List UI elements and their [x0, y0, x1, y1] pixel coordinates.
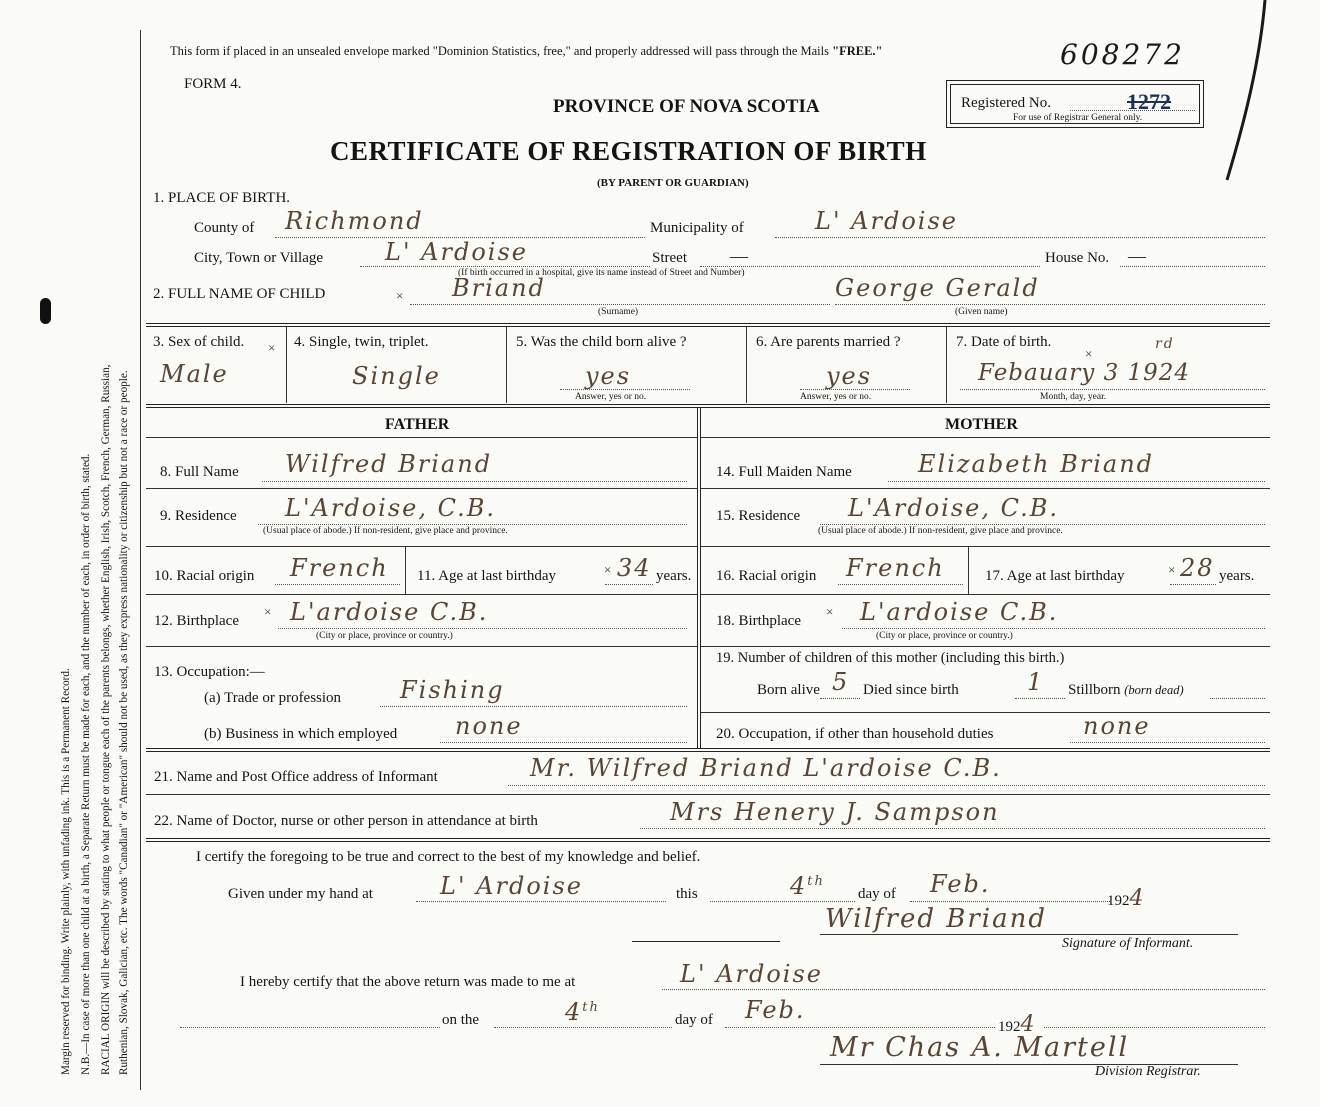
doctor-label: 22. Name of Doctor, nurse or other person in attendance at birth [154, 813, 538, 829]
father-heading: FATHER [385, 416, 450, 433]
section-divider [146, 838, 1270, 842]
form-number: FORM 4. [184, 76, 242, 92]
registrar-certification: I hereby certify that the above return was made to me at [240, 974, 576, 990]
child-name-label: 2. FULL NAME OF CHILD [153, 286, 326, 302]
place-of-birth-heading: 1. PLACE OF BIRTH. [153, 190, 291, 206]
given-year-value: 1924 [1107, 886, 1144, 911]
margin-rule [140, 30, 141, 1090]
punch-hole [40, 298, 51, 324]
father-business-label: (b) Business in which employed [204, 726, 398, 742]
mother-age-value: 28 [1180, 554, 1215, 582]
city-label: City, Town or Village [194, 250, 324, 266]
plurality-label: 4. Single, twin, triplet. [294, 334, 429, 350]
father-mother-divider [697, 408, 701, 748]
registrar-signature-label: Division Registrar. [1095, 1064, 1201, 1079]
child-surname: Briand [452, 274, 546, 302]
father-occupation-label: 13. Occupation:— [154, 664, 265, 680]
plurality-value: Single [352, 362, 441, 390]
mother-race-label: 16. Racial origin [716, 568, 817, 584]
registrar-day-of-label: day of [675, 1012, 713, 1028]
given-at-place: L' Ardoise [440, 872, 583, 900]
parents-married-value: yes [826, 362, 873, 390]
father-name-value: Wilfred Briand [285, 450, 493, 478]
mother-birthplace-label: 18. Birthplace [716, 613, 801, 629]
registered-number-box [946, 80, 1204, 128]
mother-occupation-value: none [1083, 712, 1151, 740]
registrar-on-the-label: on the [442, 1012, 480, 1028]
father-age-label: 11. Age at last birthday [417, 568, 556, 584]
mother-name-value: Elizabeth Briand [918, 450, 1155, 478]
informant-signature: Wilfred Briand [825, 904, 1047, 934]
children-count-label: 19. Number of children of this mother (including this birth.) [716, 650, 1065, 666]
registrar-general-note: For use of Registrar General only. [1013, 113, 1143, 123]
certificate-subtitle: (BY PARENT OR GUARDIAN) [597, 177, 749, 189]
father-trade-value: Fishing [400, 676, 505, 704]
municipality-label: Municipality of [650, 220, 744, 236]
sex-label: 3. Sex of child. [153, 334, 245, 350]
given-this-label: this [676, 886, 698, 902]
sex-value: Male [160, 360, 229, 388]
registered-number-value: 1272 [1127, 89, 1171, 114]
registrar-place-value: L' Ardoise [680, 960, 823, 988]
pen-stroke-mark [1215, 0, 1275, 190]
surname-note: (Surname) [598, 307, 639, 317]
given-name-note: (Given name) [955, 307, 1008, 317]
died-since-birth-value: 1 [1027, 668, 1045, 696]
parents-married-label: 6. Are parents married ? [756, 334, 901, 350]
multiple-birth-note: N.B.—In case of more than one child at a birth, a Separate Return must be made for each, and the number of each, in order of birth, stated. [80, 453, 92, 1075]
born-alive-note: Answer, yes or no. [575, 392, 647, 402]
mail-notice: This form if placed in an unsealed envelope marked "Dominion Statistics, free," and properly addressed will pass through the Mails "FREE." [170, 44, 883, 58]
mother-birthplace-value: L'ardoise C.B. [860, 598, 1059, 626]
registrar-year-value: 1924 [998, 1012, 1035, 1037]
mother-years-label: years. [1219, 568, 1255, 584]
county-label: County of [194, 220, 255, 236]
mother-residence-note: (Usual place of abode.) If non-resident, give place and province. [818, 526, 1063, 536]
father-race-label: 10. Racial origin [154, 568, 255, 584]
registered-number-label: Registered No. [961, 95, 1051, 111]
province-heading: PROVINCE OF NOVA SCOTIA [553, 96, 820, 117]
born-alive-count-value: 5 [832, 668, 850, 696]
mother-name-label: 14. Full Maiden Name [716, 464, 852, 480]
stillborn-label: Stillborn (born dead) [1068, 682, 1184, 698]
file-number: 608272 [1060, 38, 1185, 71]
died-since-birth-label: Died since birth [863, 682, 959, 698]
mother-residence-value: L'Ardoise, C.B. [848, 494, 1060, 522]
mother-occupation-label: 20. Occupation, if other than household duties [716, 726, 994, 742]
father-birthplace-label: 12. Birthplace [154, 613, 239, 629]
born-alive-label: 5. Was the child born alive ? [516, 334, 687, 350]
mother-age-label: 17. Age at last birthday [985, 568, 1125, 584]
certificate-title: CERTIFICATE OF REGISTRATION OF BIRTH [330, 136, 927, 166]
date-of-birth-note: Month, day, year. [1040, 392, 1107, 402]
section-divider [146, 748, 1270, 752]
street-label: Street [652, 250, 687, 266]
house-number-value: — [1128, 246, 1146, 266]
father-years-label: years. [656, 568, 692, 584]
city-value: L' Ardoise [385, 238, 528, 266]
section-divider [146, 404, 1270, 408]
informant-label: 21. Name and Post Office address of Informant [154, 769, 438, 785]
father-birthplace-note: (City or place, province or country.) [316, 631, 453, 641]
registrar-day-value: 4th [565, 998, 600, 1026]
born-alive-value: yes [585, 362, 632, 390]
date-of-birth-ordinal: rd [1155, 336, 1175, 352]
father-race-value: French [290, 554, 389, 582]
mother-heading: MOTHER [945, 416, 1018, 433]
municipality-value: L' Ardoise [815, 207, 958, 235]
registrar-signature: Mr Chas A. Martell [830, 1032, 1130, 1063]
parents-married-note: Answer, yes or no. [800, 392, 872, 402]
racial-origin-note-continued: Ruthenian, Slovak, Galician, etc. The words "Canadian" or "American" should not be used, as they express nationality or citizenship but not a race or people. [118, 370, 130, 1075]
informant-value: Mr. Wilfred Briand L'ardoise C.B. [530, 754, 1002, 782]
father-trade-label: (a) Trade or profession [204, 690, 342, 706]
father-business-value: none [455, 712, 523, 740]
hospital-note: (If birth occurred in a hospital, give its name instead of Street and Number) [458, 268, 745, 278]
father-age-value: 34 [617, 554, 652, 582]
date-of-birth-value: Febauary 3 1924 [978, 360, 1191, 386]
given-day-of-label: day of [858, 886, 896, 902]
father-residence-value: L'Ardoise, C.B. [285, 494, 497, 522]
given-at-label: Given under my hand at [228, 886, 373, 902]
informant-signature-label: Signature of Informant. [1062, 936, 1194, 951]
doctor-value: Mrs Henery J. Sampson [670, 798, 1000, 826]
binding-margin-note: Margin reserved for binding. Write plainly, with unfading ink. This is a Permanent Record. [60, 668, 72, 1075]
mother-race-value: French [846, 554, 945, 582]
informant-certification: I certify the foregoing to be true and correct to the best of my knowledge and belief. [196, 849, 701, 865]
father-name-label: 8. Full Name [160, 464, 239, 480]
county-value: Richmond [285, 207, 424, 235]
short-divider [632, 941, 780, 942]
child-given-name: George Gerald [835, 274, 1040, 302]
registrar-month-value: Feb. [745, 996, 806, 1024]
given-day-value: 4th [790, 872, 825, 900]
mother-residence-label: 15. Residence [716, 508, 801, 524]
section-divider [146, 323, 1270, 327]
father-residence-label: 9. Residence [160, 508, 237, 524]
father-birthplace-value: L'ardoise C.B. [290, 598, 489, 626]
racial-origin-note: RACIAL ORIGIN will be described by stating to what people or tongue each of the parents belongs, whether English, Irish, Scotch, French, German, Russian, [100, 364, 112, 1075]
street-value: — [730, 246, 748, 266]
given-month-value: Feb. [930, 870, 991, 898]
born-alive-count-label: Born alive [757, 682, 820, 698]
father-residence-note: (Usual place of abode.) If non-resident, give place and province. [263, 526, 508, 536]
date-of-birth-label: 7. Date of birth. [956, 334, 1052, 350]
mother-birthplace-note: (City or place, province or country.) [876, 631, 1013, 641]
house-number-label: House No. [1045, 250, 1110, 266]
